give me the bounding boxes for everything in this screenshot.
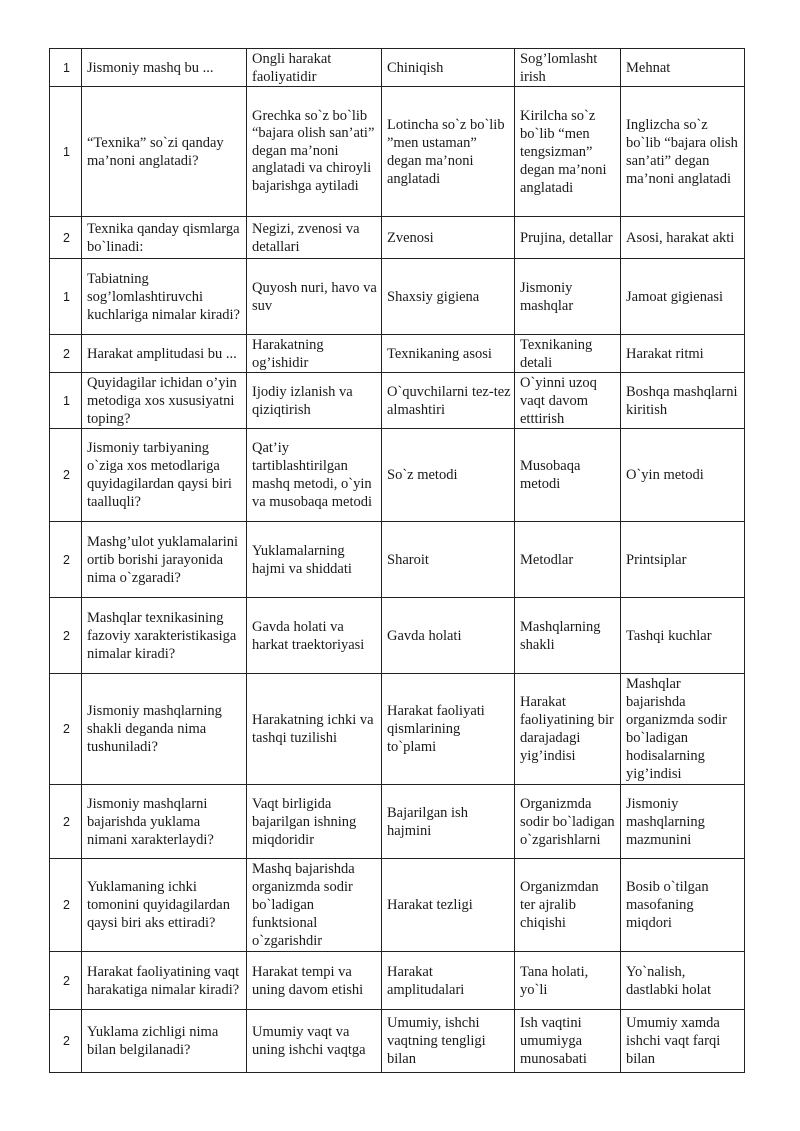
correct-answer: Mashq bajarishda organizmda sodir bo`ladigan funktsional o`zgarishdir	[247, 859, 382, 952]
question-text: Jismoniy mashqlarni bajarishda yuklama nimani xarakterlaydi?	[82, 785, 247, 859]
difficulty-level: 2	[50, 598, 82, 674]
correct-answer: Umumiy vaqt va uning ishchi vaqtga	[247, 1010, 382, 1073]
correct-answer: Vaqt birligida bajarilgan ishning miqdoridir	[247, 785, 382, 859]
question-text: Jismoniy mashq bu ...	[82, 49, 247, 87]
correct-answer: Yuklamalarning hajmi va shiddati	[247, 522, 382, 598]
answer-option: Bosib o`tilgan masofaning miqdori	[621, 859, 745, 952]
answer-option: Prujina, detallar	[515, 217, 621, 259]
answer-option: Harakat faoliyatining bir darajadagi yig’indisi	[515, 674, 621, 785]
answer-option: Ish vaqtini umumiyga munosabati	[515, 1010, 621, 1073]
question-text: Harakat amplitudasi bu ...	[82, 335, 247, 373]
difficulty-level: 2	[50, 952, 82, 1010]
difficulty-level: 1	[50, 373, 82, 429]
correct-answer: Grechka so`z bo`lib “bajara olish san’ati” degan ma’noni anglatadi va chiroyli bajarishga aytiladi	[247, 87, 382, 217]
answer-option: Sog’lomlasht irish	[515, 49, 621, 87]
correct-answer: Harakatning og’ishidir	[247, 335, 382, 373]
difficulty-level: 1	[50, 87, 82, 217]
correct-answer: Ongli harakat faoliyatidir	[247, 49, 382, 87]
correct-answer: Negizi, zvenosi va detallari	[247, 217, 382, 259]
answer-option: Printsiplar	[621, 522, 745, 598]
answer-option: Gavda holati	[382, 598, 515, 674]
table-row	[50, 598, 745, 674]
question-text: Harakat faoliyatining vaqt harakatiga nimalar kiradi?	[82, 952, 247, 1010]
table-row	[50, 859, 745, 952]
difficulty-level: 2	[50, 522, 82, 598]
answer-option: Organizmda sodir bo`ladigan o`zgarishlarni	[515, 785, 621, 859]
answer-option: Texnikaning detali	[515, 335, 621, 373]
difficulty-level: 1	[50, 49, 82, 87]
difficulty-level: 2	[50, 1010, 82, 1073]
answer-option: Jamoat gigienasi	[621, 259, 745, 335]
answer-option: Zvenosi	[382, 217, 515, 259]
answer-option: Mehnat	[621, 49, 745, 87]
correct-answer: Qat’iy tartiblashtirilgan mashq metodi, o`yin va musobaqa metodi	[247, 429, 382, 522]
table-row	[50, 87, 745, 217]
difficulty-level: 1	[50, 259, 82, 335]
difficulty-level: 2	[50, 335, 82, 373]
answer-option: Kirilcha so`z bo`lib “men tengsizman” degan ma’noni anglatadi	[515, 87, 621, 217]
question-text: Tabiatning sog’lomlashtiruvchi kuchlariga nimalar kiradi?	[82, 259, 247, 335]
table-row	[50, 522, 745, 598]
answer-option: Sharoit	[382, 522, 515, 598]
answer-option: Tana holati, yo`li	[515, 952, 621, 1010]
answer-option: O`yinni uzoq vaqt davom etttirish	[515, 373, 621, 429]
correct-answer: Gavda holati va harkat traektoriyasi	[247, 598, 382, 674]
answer-option: Harakat tezligi	[382, 859, 515, 952]
answer-option: Jismoniy mashqlar	[515, 259, 621, 335]
answer-option: Harakat faoliyati qismlarining to`plami	[382, 674, 515, 785]
answer-option: Lotincha so`z bo`lib ”men ustaman” degan ma’noni anglatadi	[382, 87, 515, 217]
question-text: Texnika qanday qismlarga bo`linadi:	[82, 217, 247, 259]
answer-option: Tashqi kuchlar	[621, 598, 745, 674]
answer-option: O`quvchilarni tez-tez almashtiri	[382, 373, 515, 429]
table-row	[50, 259, 745, 335]
answer-option: Umumiy, ishchi vaqtning tengligi bilan	[382, 1010, 515, 1073]
answer-option: Organizmdan ter ajralib chiqishi	[515, 859, 621, 952]
question-text: Mashg’ulot yuklamalarini ortib borishi jarayonida nima o`zgaradi?	[82, 522, 247, 598]
test-questions-table	[49, 48, 745, 1073]
answer-option: Yo`nalish, dastlabki holat	[621, 952, 745, 1010]
correct-answer: Harakat tempi va uning davom etishi	[247, 952, 382, 1010]
table-row	[50, 49, 745, 87]
question-text: Mashqlar texnikasining fazoviy xarakteristikasiga nimalar kiradi?	[82, 598, 247, 674]
answer-option: Chiniqish	[382, 49, 515, 87]
answer-option: Boshqa mashqlarni kiritish	[621, 373, 745, 429]
answer-option: Jismoniy mashqlarning mazmunini	[621, 785, 745, 859]
table-row	[50, 674, 745, 785]
correct-answer: Quyosh nuri, havo va suv	[247, 259, 382, 335]
answer-option: Shaxsiy gigiena	[382, 259, 515, 335]
answer-option: Harakat amplitudalari	[382, 952, 515, 1010]
difficulty-level: 2	[50, 429, 82, 522]
answer-option: Texnikaning asosi	[382, 335, 515, 373]
table-row	[50, 1010, 745, 1073]
correct-answer: Ijodiy izlanish va qiziqtirish	[247, 373, 382, 429]
table-row	[50, 952, 745, 1010]
question-text: Yuklama zichligi nima bilan belgilanadi?	[82, 1010, 247, 1073]
difficulty-level: 2	[50, 217, 82, 259]
answer-option: Mashqlarning shakli	[515, 598, 621, 674]
answer-option: Bajarilgan ish hajmini	[382, 785, 515, 859]
answer-option: Musobaqa metodi	[515, 429, 621, 522]
question-text: Jismoniy tarbiyaning o`ziga xos metodlariga quyidagilardan qaysi biri taalluqli?	[82, 429, 247, 522]
question-text: Jismoniy mashqlarning shakli deganda nima tushuniladi?	[82, 674, 247, 785]
table-row	[50, 217, 745, 259]
correct-answer: Harakatning ichki va tashqi tuzilishi	[247, 674, 382, 785]
table-row	[50, 429, 745, 522]
answer-option: O`yin metodi	[621, 429, 745, 522]
question-text: Quyidagilar ichidan o’yin metodiga xos xususiyatni toping?	[82, 373, 247, 429]
table-row	[50, 785, 745, 859]
difficulty-level: 2	[50, 674, 82, 785]
answer-option: Metodlar	[515, 522, 621, 598]
table-row	[50, 335, 745, 373]
difficulty-level: 2	[50, 785, 82, 859]
difficulty-level: 2	[50, 859, 82, 952]
answer-option: Harakat ritmi	[621, 335, 745, 373]
answer-option: Inglizcha so`z bo`lib “bajara olish san’ati” degan ma’noni anglatadi	[621, 87, 745, 217]
answer-option: So`z metodi	[382, 429, 515, 522]
table-row	[50, 373, 745, 429]
answer-option: Mashqlar bajarishda organizmda sodir bo`ladigan hodisalarning yig’indisi	[621, 674, 745, 785]
answer-option: Umumiy xamda ishchi vaqt farqi bilan	[621, 1010, 745, 1073]
question-text: “Texnika” so`zi qanday ma’noni anglatadi?	[82, 87, 247, 217]
answer-option: Asosi, harakat akti	[621, 217, 745, 259]
question-text: Yuklamaning ichki tomonini quyidagilardan qaysi biri aks ettiradi?	[82, 859, 247, 952]
